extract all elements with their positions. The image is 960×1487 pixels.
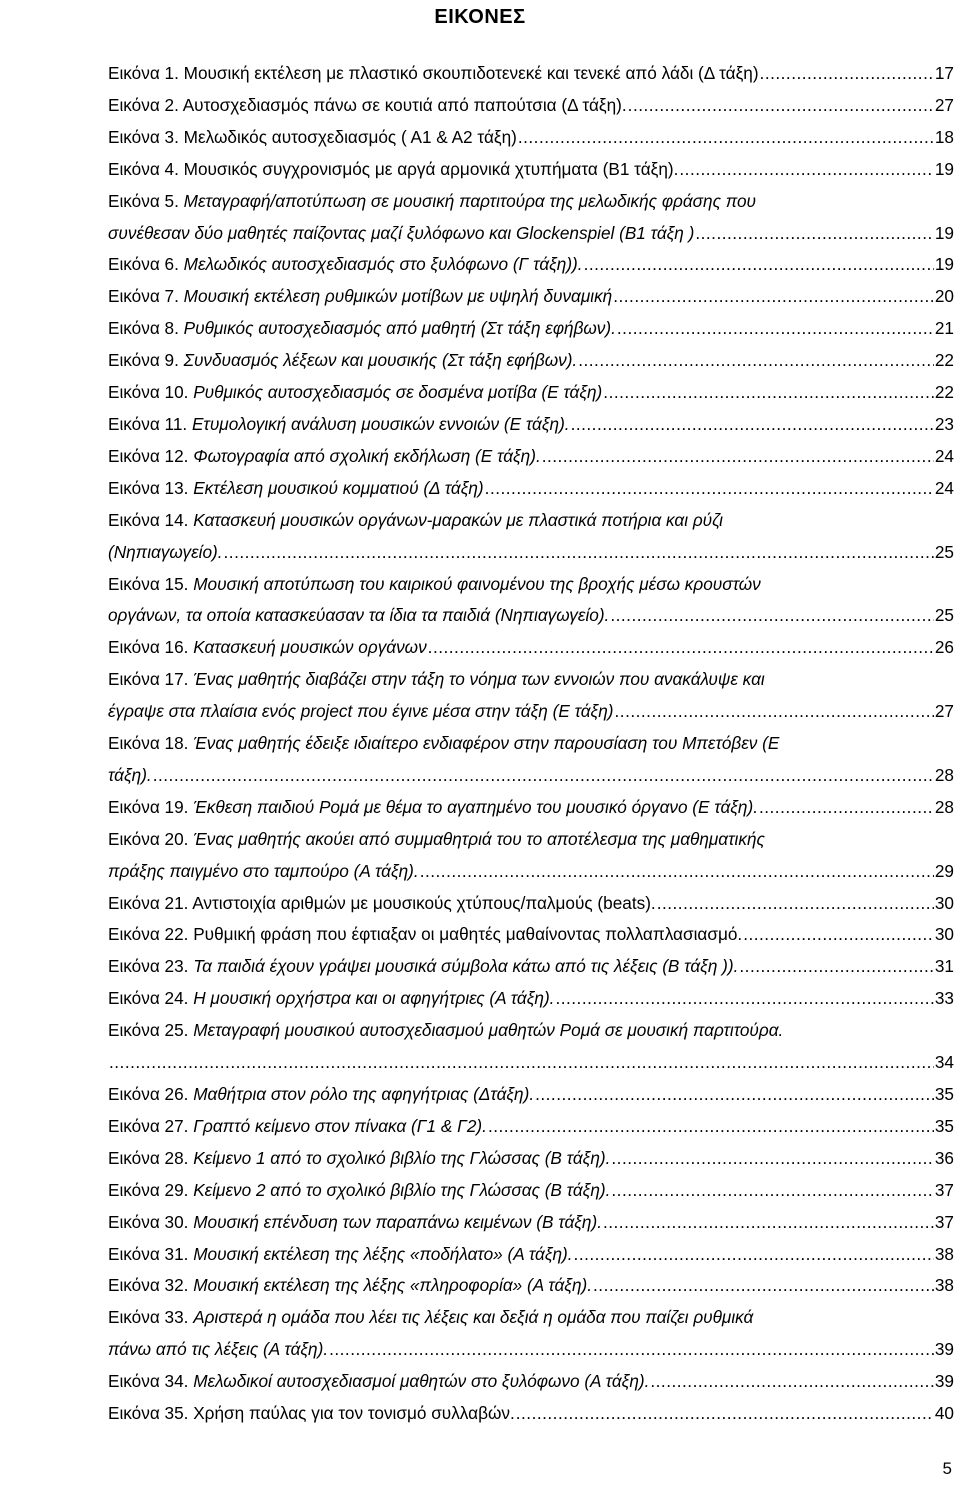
figure-title: Μουσική εκτέλεση της λέξης «πληροφορία» (Α τάξη). — [193, 1275, 593, 1296]
figure-label: Εικόνα 8. — [108, 318, 179, 339]
figure-entry-first-line — [108, 505, 954, 537]
figure-entry[interactable] — [108, 1302, 954, 1366]
figure-page-number: 34 — [934, 1052, 954, 1073]
figure-label: Εικόνα 25. — [108, 1020, 189, 1041]
figure-title: Ρυθμικός αυτοσχεδιασμός από μαθητή (Στ τάξη εφήβων). — [183, 318, 616, 339]
dot-leader — [516, 1398, 934, 1430]
figure-title: Κείμενο 1 από το σχολικό βιβλίο της Γλώσσας (Β τάξη). — [193, 1147, 611, 1168]
figure-label: Εικόνα 16. — [108, 637, 189, 658]
figure-label: Εικόνα 24. — [108, 988, 189, 1009]
figure-label: Εικόνα 7. — [108, 286, 179, 307]
figure-page-number: 19 — [934, 222, 954, 243]
figure-title: Μουσική εκτέλεση με πλαστικό σκουπιδοτενεκέ και τενεκέ από λάδι (Δ τάξη) — [183, 63, 759, 83]
figure-page-number: 20 — [934, 286, 954, 307]
figure-entry-text — [108, 1239, 573, 1271]
figure-page-number: 38 — [934, 1243, 954, 1264]
dot-leader — [760, 58, 934, 90]
figure-list — [108, 58, 954, 1430]
figure-entry[interactable] — [108, 792, 954, 824]
figure-label: Εικόνα 11. — [108, 413, 188, 434]
figure-title-first-line: Ένας μαθητής ακούει από συμμαθητριά του το αποτέλεσμα της μαθηματικής — [193, 828, 765, 849]
figure-title: Εκτέλεση μουσικού κομματιού (Δ τάξη) — [193, 477, 484, 498]
dot-leader — [555, 983, 933, 1015]
figure-page-number: 28 — [934, 796, 954, 817]
figure-entry[interactable] — [108, 505, 954, 569]
figure-label: Εικόνα 34. — [108, 1371, 189, 1392]
figure-page-number: 23 — [934, 413, 954, 434]
figure-label: Εικόνα 15. — [108, 573, 189, 594]
figure-entry-text — [108, 951, 738, 983]
figure-entry-text — [108, 154, 678, 186]
figure-entry-text — [108, 1079, 534, 1111]
figure-title-first-line: Μεταγραφή/αποτύπωση σε μουσική παρτιτούρα της μελωδικής φράσης που — [183, 190, 756, 211]
figure-entry[interactable] — [108, 824, 954, 888]
figure-page-number: 21 — [934, 318, 954, 339]
figure-entry[interactable] — [108, 888, 954, 920]
figure-entry-first-line — [108, 186, 954, 218]
figure-title: Μουσική εκτέλεση της λέξης «ποδήλατο» (Α τάξη). — [193, 1243, 573, 1264]
figure-label: Εικόνα 35. — [108, 1403, 189, 1424]
figure-page-number: 22 — [934, 350, 954, 371]
figure-entry-text — [108, 632, 427, 664]
figure-title: Αντιστοιχία αριθμών με μουσικούς χτύπους/παλμούς (beats). — [192, 892, 656, 913]
dot-leader — [109, 1047, 934, 1079]
figure-page-number: 31 — [934, 956, 954, 977]
figure-entry[interactable] — [108, 664, 954, 728]
figure-title: Μουσικός συγχρονισμός με αργά αρμονικά χτυπήματα (Β1 τάξη). — [183, 158, 679, 179]
figure-entry[interactable] — [108, 569, 954, 633]
figure-title-first-line: Αριστερά η ομάδα που λέει τις λέξεις και δεξιά η ομάδα που παίζει ρυθμικά — [193, 1307, 754, 1328]
dot-leader — [535, 1079, 934, 1111]
figure-label: Εικόνα 3. — [108, 126, 179, 147]
dot-leader — [739, 951, 933, 983]
figure-entry[interactable] — [108, 58, 954, 90]
figure-entry[interactable] — [108, 1398, 954, 1430]
figure-entry-text — [108, 377, 602, 409]
figure-label: Εικόνα 1. — [108, 63, 179, 83]
figure-entry[interactable] — [108, 983, 954, 1015]
figure-label: Εικόνα 10. — [108, 382, 189, 403]
figure-entry-text — [108, 345, 577, 377]
figure-title: Συνδυασμός λέξεων και μουσικής (Στ τάξη εφήβων). — [183, 350, 578, 371]
figure-label: Εικόνα 6. — [108, 254, 179, 275]
figure-entry-text — [108, 1366, 649, 1398]
figure-title: συνέθεσαν δύο μαθητές παίζοντας μαζί ξυλόφωνο και Glockenspiel (Β1 τάξη ) — [108, 222, 695, 243]
figure-page-number: 29 — [934, 860, 954, 881]
figure-title: (Νηπιαγωγείο). — [108, 541, 223, 562]
figure-title: Μελωδικός αυτοσχεδιασμός ( Α1 & Α2 τάξη) — [183, 126, 517, 147]
figure-page-number: 19 — [934, 254, 954, 275]
figure-title: οργάνων, τα οποία κατασκεύασαν τα ίδια τα παιδιά (Νηπιαγωγείο). — [108, 605, 610, 626]
figure-entry-first-line — [108, 824, 954, 856]
dot-leader — [613, 281, 934, 313]
figure-label: Εικόνα 12. — [108, 445, 189, 466]
figure-entry-text — [108, 1207, 602, 1239]
figure-title: Αυτοσχεδιασμός πάνω σε κουτιά από παπούτσια (Δ τάξη). — [182, 94, 627, 115]
figure-entry-text — [108, 888, 656, 920]
figure-page-number: 28 — [934, 764, 954, 785]
figure-entry[interactable] — [108, 1143, 954, 1175]
figure-title: Μουσική επένδυση των παραπάνω κειμένων (Β τάξη). — [193, 1211, 602, 1232]
figure-entry-text — [108, 1270, 592, 1302]
figure-entry-text — [108, 792, 758, 824]
figure-entry[interactable] — [108, 1207, 954, 1239]
figure-entry-text — [108, 1111, 487, 1143]
dot-leader — [224, 537, 934, 569]
figure-entry-first-line — [108, 569, 954, 601]
dot-leader — [578, 345, 934, 377]
figure-page-number: 25 — [934, 605, 954, 626]
dot-leader — [679, 154, 933, 186]
figure-label: Εικόνα 4. — [108, 158, 179, 179]
figure-entry-text — [108, 1175, 610, 1207]
figure-entry[interactable] — [108, 281, 954, 313]
figure-entry-text — [108, 58, 759, 90]
figure-label: Εικόνα 30. — [108, 1211, 189, 1232]
figure-title: Γραπτό κείμενο στον πίνακα (Γ1 & Γ2). — [193, 1115, 487, 1136]
figure-entry[interactable] — [108, 1079, 954, 1111]
figure-label: Εικόνα 13. — [108, 477, 189, 498]
dot-leader — [518, 122, 934, 154]
dot-leader — [584, 249, 934, 281]
figure-label: Εικόνα 2. — [108, 94, 179, 115]
figure-page-number: 40 — [934, 1403, 954, 1424]
figure-label: Εικόνα 28. — [108, 1147, 189, 1168]
figure-page-number: 33 — [934, 988, 954, 1009]
figure-entry[interactable] — [108, 377, 954, 409]
figure-entry-first-line — [108, 728, 954, 760]
dot-leader — [574, 1239, 934, 1271]
figure-label: Εικόνα 5. — [108, 190, 179, 211]
figure-title: Κατασκευή μουσικών οργάνων — [193, 637, 427, 658]
dot-leader — [153, 760, 934, 792]
figure-page-number: 24 — [934, 477, 954, 498]
figure-page-number: 19 — [934, 158, 954, 179]
figure-entry-first-line — [108, 1302, 954, 1334]
figure-page-number: 39 — [934, 1371, 954, 1392]
figure-title: Μαθήτρια στον ρόλο της αφηγήτριας (Δτάξη). — [193, 1084, 535, 1104]
dot-leader — [488, 1111, 934, 1143]
figure-title: Η μουσική ορχήστρα και οι αφηγήτριες (Α τάξη). — [193, 988, 555, 1009]
figure-entry-text — [108, 409, 570, 441]
dot-leader — [428, 632, 934, 664]
figure-entry[interactable] — [108, 90, 954, 122]
figure-entry[interactable] — [108, 122, 954, 154]
figure-title: Κείμενο 2 από το σχολικό βιβλίο της Γλώσσας (Β τάξη). — [193, 1179, 611, 1200]
figure-entry[interactable] — [108, 345, 954, 377]
figure-entry[interactable] — [108, 1366, 954, 1398]
figure-entry[interactable] — [108, 154, 954, 186]
figure-label: Εικόνα 26. — [108, 1084, 189, 1104]
figure-entry-text — [108, 1398, 515, 1430]
figure-entry[interactable] — [108, 1015, 954, 1079]
figure-label: Εικόνα 20. — [108, 828, 189, 849]
figure-page-number: 36 — [934, 1147, 954, 1168]
figure-page-number: 27 — [934, 94, 954, 115]
figure-entry-text — [108, 1143, 610, 1175]
figure-entry[interactable] — [108, 313, 954, 345]
dot-leader — [628, 90, 934, 122]
figure-title: πάνω από τις λέξεις (Α τάξη). — [108, 1339, 329, 1360]
dot-leader — [611, 1175, 933, 1207]
figure-page-number: 27 — [934, 701, 954, 722]
figure-entry[interactable] — [108, 1270, 954, 1302]
dot-leader — [571, 409, 934, 441]
figure-page-number: 39 — [934, 1339, 954, 1360]
figure-title-first-line: Κατασκευή μουσικών οργάνων-μαρακών με πλαστικά ποτήρια και ρύζι — [193, 509, 723, 530]
dot-leader — [485, 473, 934, 505]
dot-leader — [615, 696, 934, 728]
figure-title-first-line: Ένας μαθητής έδειξε ιδιαίτερο ενδιαφέρον στην παρουσίαση του Μπετόβεν (Ε — [193, 733, 780, 754]
figure-entry[interactable] — [108, 951, 954, 983]
figure-entry-text — [108, 919, 742, 951]
figure-label: Εικόνα 21. — [108, 892, 189, 913]
figure-page-number: 30 — [934, 892, 954, 913]
dot-leader — [759, 792, 934, 824]
figure-page-number: 37 — [934, 1211, 954, 1232]
figure-page-number: 35 — [934, 1084, 954, 1104]
dot-leader — [743, 919, 934, 951]
figure-label: Εικόνα 32. — [108, 1275, 189, 1296]
figure-page-number: 18 — [934, 126, 954, 147]
figure-entry[interactable] — [108, 249, 954, 281]
figure-entry-text — [108, 122, 517, 154]
figure-page-number: 30 — [934, 924, 954, 945]
figure-label: Εικόνα 22. — [108, 924, 189, 945]
figure-page-number: 17 — [934, 63, 954, 83]
figure-title: Φωτογραφία από σχολική εκδήλωση (Ε τάξη). — [193, 445, 541, 466]
figure-entry-text — [108, 281, 612, 313]
figure-entry-text — [108, 249, 583, 281]
figure-label: Εικόνα 31. — [108, 1243, 189, 1264]
dot-leader — [593, 1270, 934, 1302]
figure-page-number: 26 — [934, 637, 954, 658]
dot-leader — [650, 1366, 934, 1398]
figure-entry[interactable] — [108, 919, 954, 951]
figure-label: Εικόνα 18. — [108, 733, 189, 754]
figure-label: Εικόνα 19. — [108, 796, 189, 817]
figure-entry-first-line — [108, 664, 954, 696]
figure-entry[interactable] — [108, 473, 954, 505]
figure-label: Εικόνα 9. — [108, 350, 179, 371]
figure-entry-text — [108, 441, 541, 473]
page-number: 5 — [942, 1459, 952, 1478]
figure-title: Έκθεση παιδιού Ρομά με θέμα το αγαπημένο του μουσικό όργανο (Ε τάξη). — [193, 796, 758, 817]
dot-leader — [695, 218, 934, 250]
figure-entry-text — [108, 313, 616, 345]
dot-leader — [611, 1143, 933, 1175]
figure-title-first-line: Ένας μαθητής διαβάζει στην τάξη το νόημα των εννοιών που ανακάλυψε και — [193, 669, 765, 690]
figure-title: έγραψε στα πλαίσια ενός project που έγινε μέσα στην τάξη (Ε τάξη) — [108, 701, 614, 722]
figure-page-number: 37 — [934, 1179, 954, 1200]
figure-title: Ρυθμική φράση που έφτιαξαν οι μαθητές μαθαίνοντας πολλαπλασιασμό. — [193, 924, 743, 945]
figure-entry-text — [108, 983, 554, 1015]
dot-leader — [542, 441, 934, 473]
dot-leader — [617, 313, 934, 345]
figure-entry-text — [108, 90, 627, 122]
figure-entry[interactable] — [108, 728, 954, 792]
figure-label: Εικόνα 27. — [108, 1115, 189, 1136]
figure-label: Εικόνα 23. — [108, 956, 189, 977]
figure-entry-text — [108, 473, 484, 505]
figure-title: πράξης παιγμένο στο ταμπούρο (Α τάξη). — [108, 860, 419, 881]
figure-entry[interactable] — [108, 1111, 954, 1143]
figure-entry[interactable] — [108, 632, 954, 664]
dot-leader — [329, 1334, 934, 1366]
dot-leader — [603, 377, 934, 409]
figure-entry[interactable] — [108, 441, 954, 473]
figure-title: τάξη). — [108, 764, 152, 785]
figure-title-first-line: Μουσική αποτύπωση του καιρικού φαινομένου της βροχής μέσω κρουστών — [193, 573, 761, 594]
figure-page-number: 25 — [934, 541, 954, 562]
figure-title-first-line: Μεταγραφή μουσικού αυτοσχεδιασμού μαθητών Ρομά σε μουσική παρτιτούρα. — [193, 1020, 784, 1041]
figure-page-number: 24 — [934, 445, 954, 466]
dot-leader — [657, 888, 934, 920]
dot-leader — [420, 856, 934, 888]
figure-page-number: 38 — [934, 1275, 954, 1296]
figure-title: Μελωδικοί αυτοσχεδιασμοί μαθητών στο ξυλόφωνο (Α τάξη). — [193, 1371, 650, 1392]
figure-entry[interactable] — [108, 409, 954, 441]
figure-entry[interactable] — [108, 1239, 954, 1271]
figure-page-number: 22 — [934, 382, 954, 403]
figure-title: Μουσική εκτέλεση ρυθμικών μοτίβων με υψηλή δυναμική — [183, 286, 613, 307]
figure-label: Εικόνα 14. — [108, 509, 189, 530]
figure-entry-first-line — [108, 1015, 954, 1047]
figure-label: Εικόνα 17. — [108, 669, 189, 690]
figure-page-number: 35 — [934, 1115, 954, 1136]
figure-label: Εικόνα 29. — [108, 1179, 189, 1200]
dot-leader — [610, 600, 934, 632]
page-title: ΕΙΚΟΝΕΣ — [434, 6, 526, 28]
figure-title: Χρήση παύλας για τον τονισμό συλλαβών. — [193, 1403, 515, 1424]
dot-leader — [603, 1207, 934, 1239]
figure-entry[interactable] — [108, 1175, 954, 1207]
figure-title: Ετυμολογική ανάλυση μουσικών εννοιών (Ε τάξη). — [191, 413, 570, 434]
figure-entry[interactable] — [108, 186, 954, 250]
figure-label: Εικόνα 33. — [108, 1307, 189, 1328]
figure-title: Μελωδικός αυτοσχεδιασμός στο ξυλόφωνο (Γ τάξη)). — [183, 254, 583, 275]
figure-title: Τα παιδιά έχουν γράψει μουσικά σύμβολα κάτω από τις λέξεις (Β τάξη )). — [193, 956, 739, 977]
figure-title: Ρυθμικός αυτοσχεδιασμός σε δοσμένα μοτίβα (Ε τάξη) — [193, 382, 603, 403]
